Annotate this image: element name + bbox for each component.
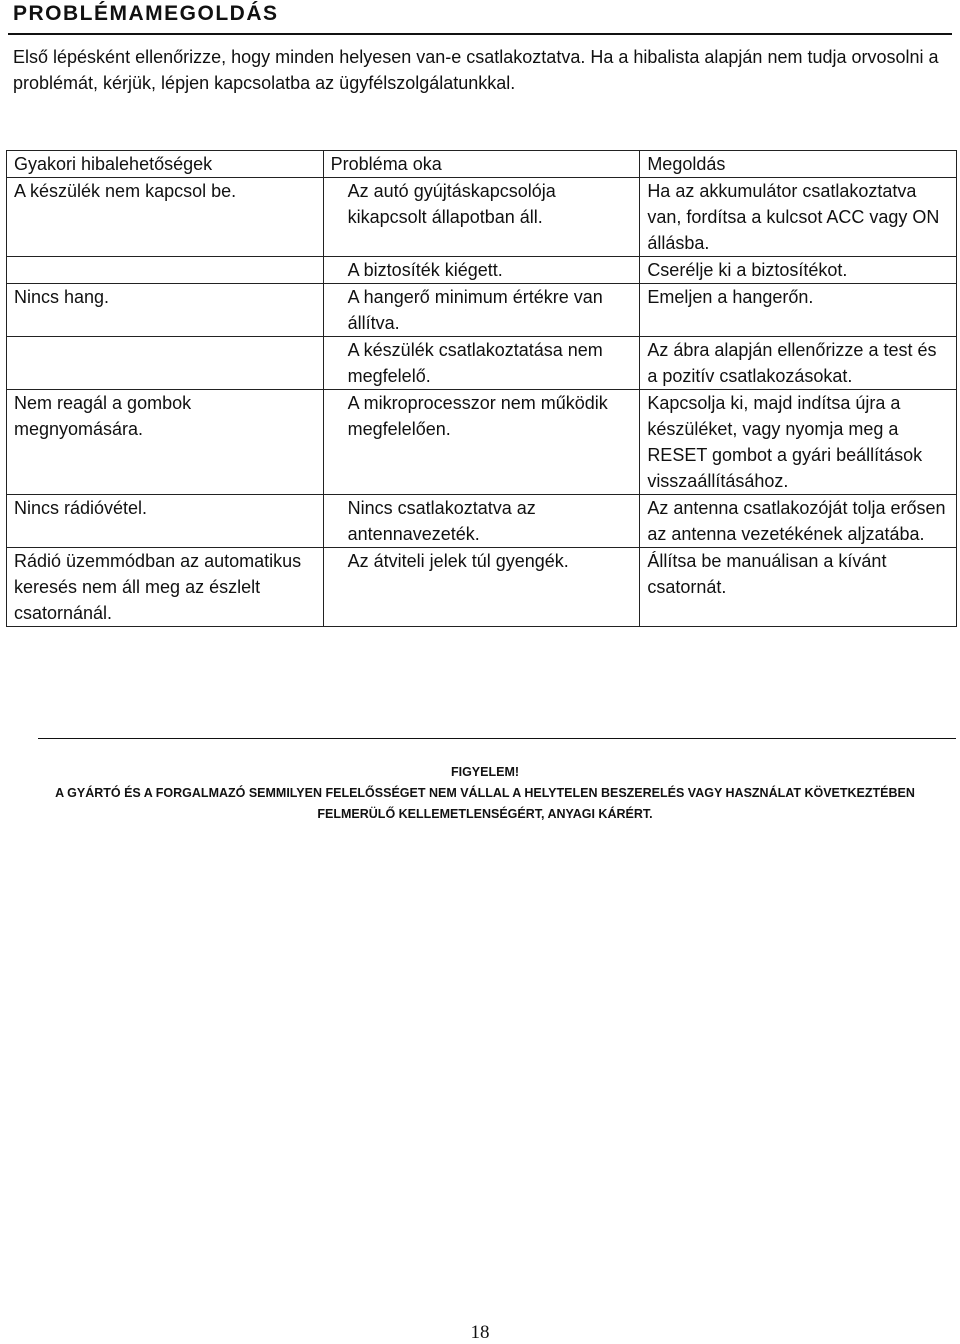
fault-cell bbox=[7, 337, 324, 390]
title-divider bbox=[8, 33, 952, 35]
table-row bbox=[7, 390, 957, 495]
solution-cell: Emeljen a hangerőn. bbox=[640, 284, 957, 337]
table-row bbox=[7, 284, 957, 337]
intro-paragraph: Első lépésként ellenőrizze, hogy minden helyesen van-e csatlakoztatva. Ha a hibalista alapján nem tudja orvosolni a problémát, kérjük, lépjen kapcsolatba az ügyfélszolgálatunkkal. bbox=[13, 47, 939, 93]
solution-cell: Az ábra alapján ellenőrizze a test és a pozitív csatlakozásokat. bbox=[640, 337, 957, 390]
warning-divider bbox=[38, 738, 956, 739]
table-header-row bbox=[7, 151, 957, 178]
fault-cell: Nem reagál a gombok megnyomására. bbox=[7, 390, 324, 495]
cause-cell: A készülék csatlakoztatása nem megfelelő. bbox=[323, 337, 640, 390]
header-solution: Megoldás bbox=[640, 151, 957, 178]
solution-cell: Állítsa be manuálisan a kívánt csatornát. bbox=[640, 548, 957, 627]
solution-cell: Ha az akkumulátor csatlakoztatva van, fordítsa a kulcsot ACC vagy ON állásba. bbox=[640, 178, 957, 257]
page-title: PROBLÉMAMEGOLDÁS bbox=[13, 2, 279, 25]
fault-cell: Nincs hang. bbox=[7, 284, 324, 337]
page-number: 18 bbox=[470, 1322, 490, 1343]
table-row bbox=[7, 495, 957, 548]
cause-cell: A biztosíték kiégett. bbox=[323, 257, 640, 284]
cause-cell: A mikroprocesszor nem működik megfelelően. bbox=[323, 390, 640, 495]
troubleshooting-table bbox=[6, 150, 957, 627]
table-row bbox=[7, 548, 957, 627]
table-row bbox=[7, 337, 957, 390]
table-row bbox=[7, 178, 957, 257]
fault-cell: A készülék nem kapcsol be. bbox=[7, 178, 324, 257]
cause-cell: Az autó gyújtáskapcsolója kikapcsolt állapotban áll. bbox=[323, 178, 640, 257]
fault-cell bbox=[7, 257, 324, 284]
warning-heading: FIGYELEM! bbox=[450, 765, 520, 779]
cause-cell: Nincs csatlakoztatva az antennavezeték. bbox=[323, 495, 640, 548]
cause-cell: A hangerő minimum értékre van állítva. bbox=[323, 284, 640, 337]
header-common-faults: Gyakori hibalehetőségek bbox=[7, 151, 324, 178]
solution-cell: Az antenna csatlakozóját tolja erősen az antenna vezetékének aljzatába. bbox=[640, 495, 957, 548]
warning-text: A GYÁRTÓ ÉS A FORGALMAZÓ SEMMILYEN FELELŐSSÉGET NEM VÁLLAL A HELYTELEN BESZERELÉS VAGY HASZNÁLAT KÖVETKEZTÉBEN FELMERÜLŐ KELLEMETLENSÉGÉRT, ANYAGI KÁRÉRT. bbox=[55, 786, 915, 821]
warning-block bbox=[20, 762, 950, 825]
header-cause: Probléma oka bbox=[323, 151, 640, 178]
table-row bbox=[7, 257, 957, 284]
cause-cell: Az átviteli jelek túl gyengék. bbox=[323, 548, 640, 627]
solution-cell: Cserélje ki a biztosítékot. bbox=[640, 257, 957, 284]
solution-cell: Kapcsolja ki, majd indítsa újra a készüléket, vagy nyomja meg a RESET gombot a gyári beállítások visszaállításához. bbox=[640, 390, 957, 495]
fault-cell: Rádió üzemmódban az automatikus keresés nem áll meg az észlelt csatornánál. bbox=[7, 548, 324, 627]
fault-cell: Nincs rádióvétel. bbox=[7, 495, 324, 548]
